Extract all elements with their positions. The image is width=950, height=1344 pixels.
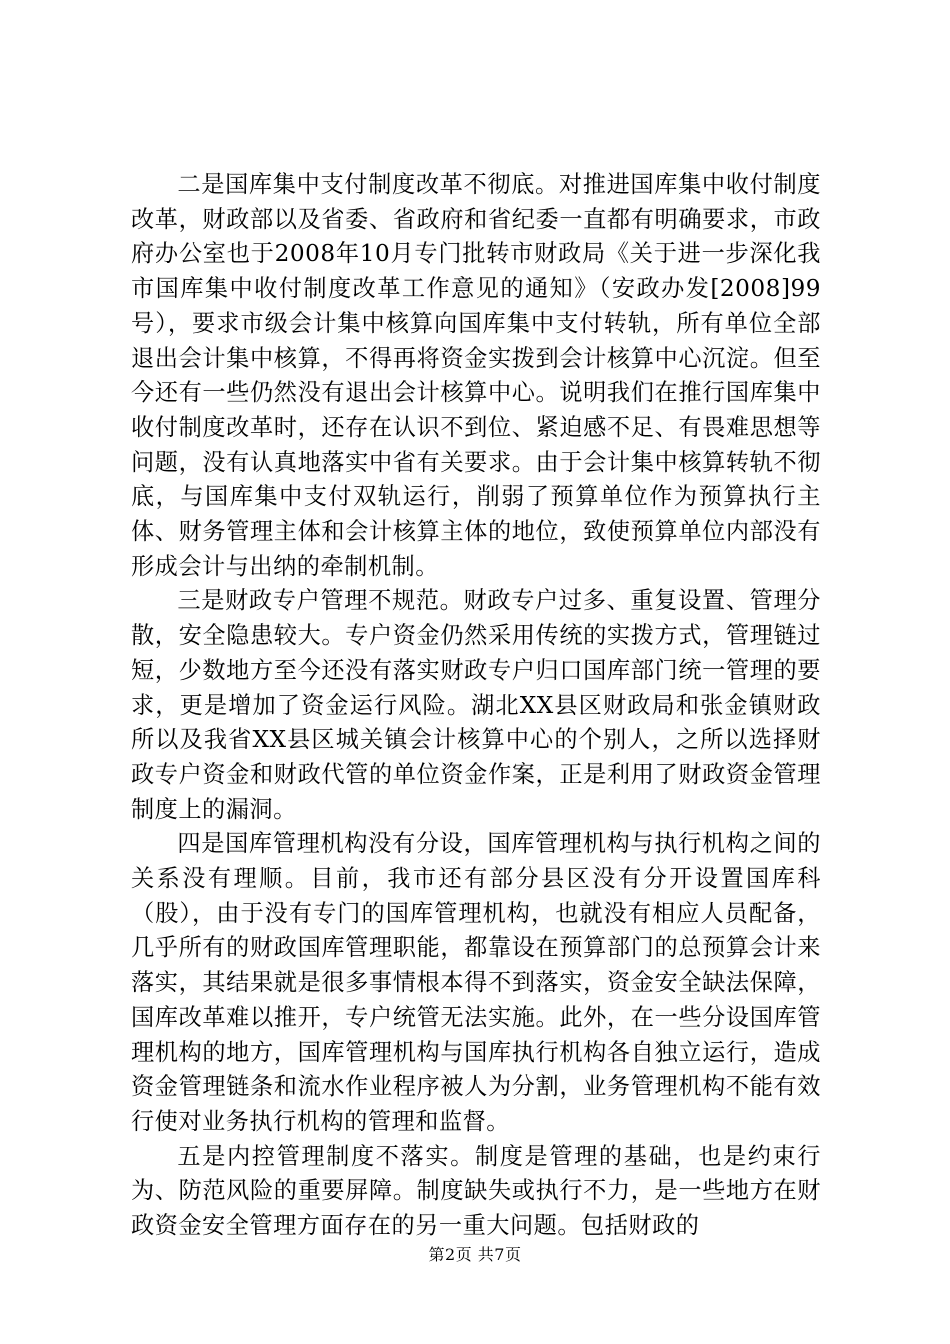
page-number-footer: 第2页 共7页 — [428, 1245, 522, 1264]
paragraph-treasury-payment-reform: 二是国库集中支付制度改革不彻底。对推进国库集中收付制度改革，财政部以及省委、省政府和省纪委一直都有明确要求，市政府办公室也于2008年10月专门批转市财政局《关于进一步深化我市国库集中收付制度改革工作意见的通知》（安政办发[2008]99号），要求市级会计集中核算向国库集中支付转轨，所有单位全部退出会计集中核算，不得再将资金实拨到会计核算中心沉淀。但至今还有一些仍然没有退出会计核算中心。说明我们在推行国库集中收付制度改革时，还存在认识不到位、紧迫感不足、有畏难思想等问题，没有认真地落实中省有关要求。由于会计集中核算转轨不彻底，与国库集中支付双轨运行，削弱了预算单位作为预算执行主体、财务管理主体和会计核算主体的地位，致使预算单位内部没有形成会计与出纳的牵制机制。 — [131, 171, 821, 580]
paragraph-treasury-institution-setup: 四是国库管理机构没有分设，国库管理机构与执行机构之间的关系没有理顺。目前，我市还有部分县区没有分开设置国库科（股），由于没有专门的国库管理机构，也就没有相应人员配备，几乎所有的财政国库管理职能，都靠设在预算部门的总预算会计来落实，其结果就是很多事情根本得不到落实，资金安全缺法保障，国库改革难以推开，专户统管无法实施。此外，在一些分设国库管理机构的地方，国库管理机构与国库执行机构各自独立运行，造成资金管理链条和流水作业程序被人为分割，业务管理机构不能有效行使对业务执行机构的管理和监督。 — [131, 830, 821, 1135]
paragraph-internal-control: 五是内控管理制度不落实。制度是管理的基础，也是约束行为、防范风险的重要屏障。制度缺失或执行不力，是一些地方在财政资金安全管理方面存在的另一重大问题。包括财政的 — [131, 1142, 821, 1240]
document-body — [131, 168, 821, 1244]
paragraph-special-account-management: 三是财政专户管理不规范。财政专户过多、重复设置、管理分散，安全隐患较大。专户资金仍然采用传统的实拨方式，管理链过短，少数地方至今还没有落实财政专户归口国库部门统一管理的要求，更是增加了资金运行风险。湖北XX县区财政局和张金镇财政所以及我省XX县区城关镇会计核算中心的个别人，之所以选择财政专户资金和财政代管的单位资金作案，正是利用了财政资金管理制度上的漏洞。 — [131, 587, 821, 823]
